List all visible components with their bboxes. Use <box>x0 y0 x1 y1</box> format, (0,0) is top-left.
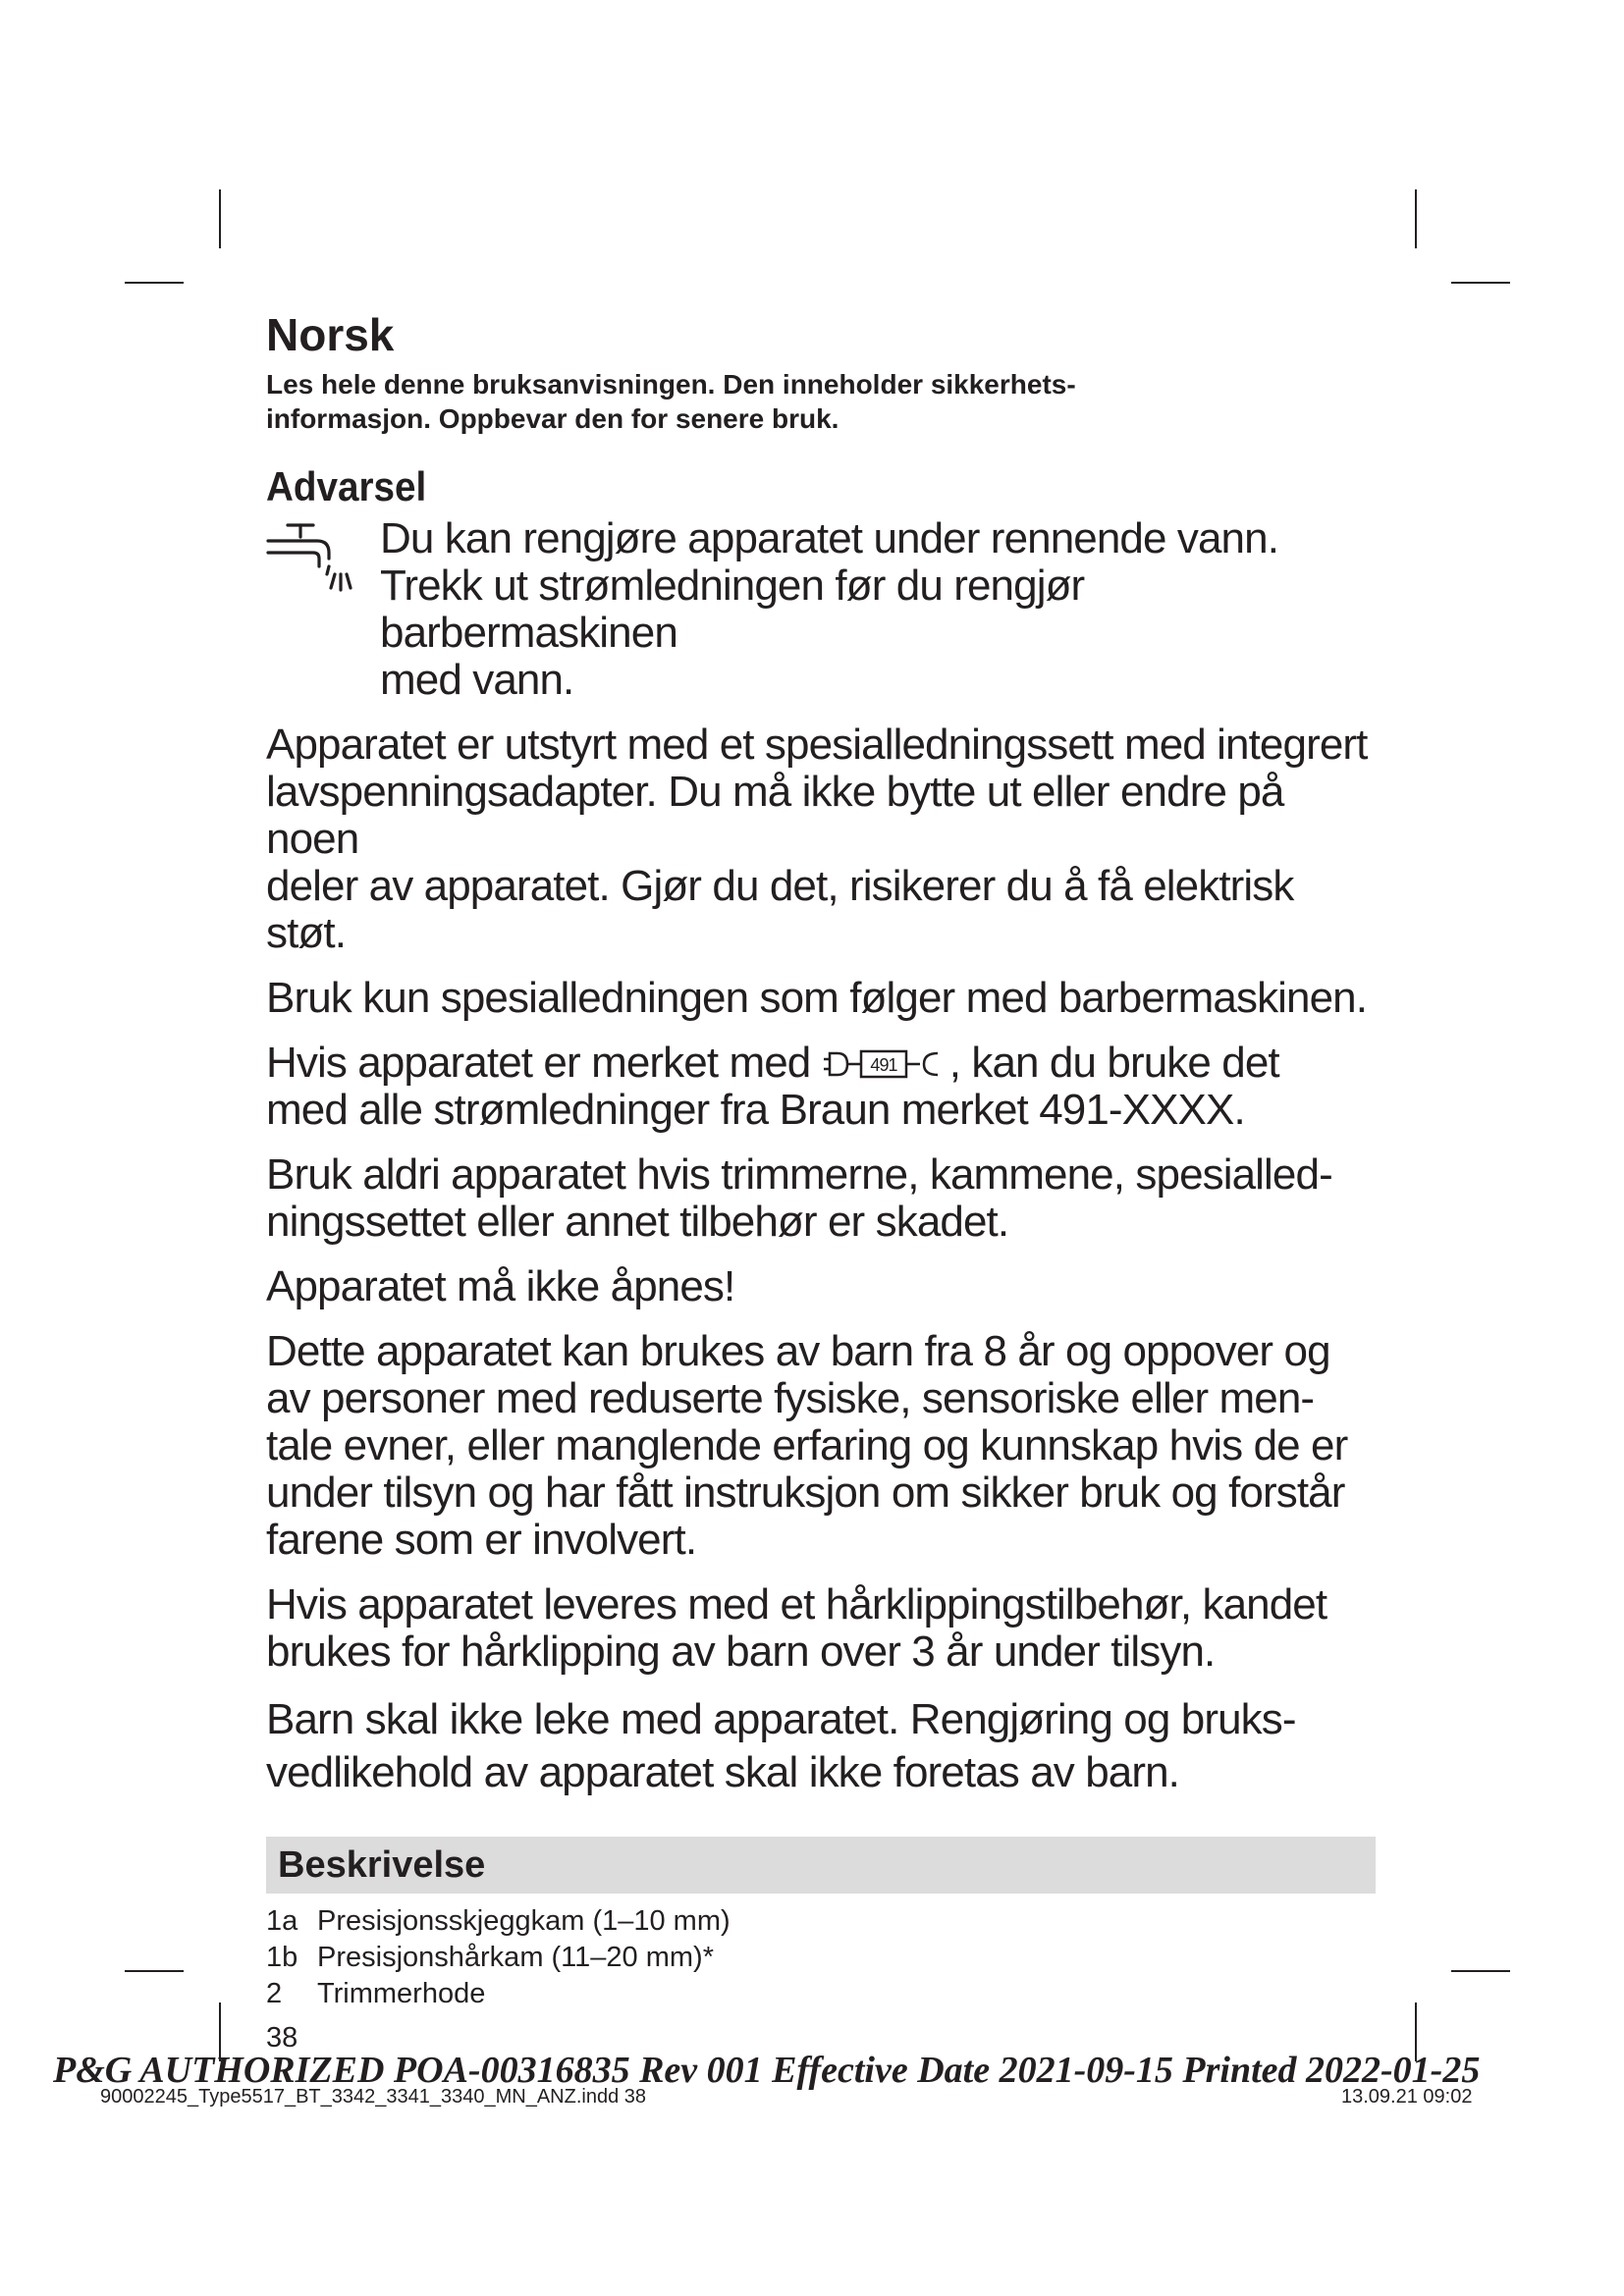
paragraph-damaged: Bruk aldri apparatet hvis trimmerne, kammene, spesialled- ningssettet eller annet tilbehør er skadet. <box>266 1150 1332 1247</box>
crop-mark <box>125 282 184 284</box>
intro-text <box>266 367 1376 437</box>
intro-line: informasjon. Oppbevar den for senere bruk. <box>266 403 839 435</box>
paragraph-adapter: Apparatet er utstyrt med et spesialledningssett med integrert lavspenningsadapter. Du må ikke bytte ut eller endre på noen deler av apparatet. Gjør du det, risikerer du å få elektrisk støt. <box>266 721 1368 958</box>
warning-line: Du kan rengjøre apparatet under rennende vann. <box>380 514 1279 563</box>
paragraph-hair-clipping: Hvis apparatet leveres med et hårklippingstilbehør, kandet brukes for hårklipping av barn over 3 år under tilsyn. <box>266 1580 1327 1677</box>
paragraph-children-play: Barn skal ikke leke med apparatet. Rengjøring og bruks- vedlikehold av apparatet skal ikke foretas av barn. <box>266 1695 1296 1797</box>
crop-mark <box>125 1970 184 1972</box>
description-list <box>266 1903 1376 2012</box>
paragraph-491-cords: Hvis apparatet er merket med 491 , kan du bruke det med alle strømledninger fra Braun merket 491-XXXX. <box>266 1039 1279 1135</box>
warning-line: Trekk ut strømledningen før du rengjør barbermaskinen <box>380 561 1085 658</box>
paragraph-do-not-open: Apparatet må ikke åpnes! <box>266 1262 735 1311</box>
authorization-stamp: P&G AUTHORIZED POA-00316835 Rev 001 Effective Date 2021-09-15 Printed 2022-01-25 <box>53 2050 1481 2091</box>
paragraph-children-persons: Dette apparatet kan brukes av barn fra 8 år og oppover og av personer med reduserte fysiske, sensoriske eller men- tale evner, eller manglende erfaring og kunnskap hvis de er under tilsyn og har fått instruksjon om sikker bruk og forstår farene som er involvert. <box>266 1327 1348 1565</box>
list-item: 1b Presisjonshårkam (11–20 mm)* <box>266 1942 714 1974</box>
faucet-icon <box>266 519 356 596</box>
crop-mark <box>1415 189 1417 248</box>
symbol-491-label: 491 <box>870 1055 897 1076</box>
crop-mark <box>1451 1970 1510 1972</box>
description-heading-bar <box>266 1837 1376 1894</box>
warning-text <box>380 515 1376 704</box>
page-content <box>266 309 1376 2055</box>
warning-block <box>266 515 1376 704</box>
file-slug: 90002245_Type5517_BT_3342_3341_3340_MN_ANZ.indd 38 <box>100 2086 647 2108</box>
crop-mark <box>219 189 221 248</box>
page-title: Norsk <box>266 309 395 360</box>
list-item: 1a Presisjonsskjeggkam (1–10 mm) <box>266 1905 731 1938</box>
page-number: 38 <box>266 2022 298 2055</box>
description-heading: Beskrivelse <box>278 1843 486 1886</box>
plug-491-symbol-icon <box>822 1045 949 1083</box>
warning-heading: Advarsel <box>266 462 427 509</box>
intro-line: Les hele denne bruksanvisningen. Den inneholder sikkerhets- <box>266 368 1076 400</box>
list-item: 2 Trimmerhode <box>266 1978 486 2010</box>
crop-mark <box>1451 282 1510 284</box>
print-date: 13.09.21 09:02 <box>1341 2086 1473 2108</box>
paragraph-special-cord: Bruk kun spesialledningen som følger med barbermaskinen. <box>266 974 1368 1023</box>
warning-line: med vann. <box>380 656 574 705</box>
